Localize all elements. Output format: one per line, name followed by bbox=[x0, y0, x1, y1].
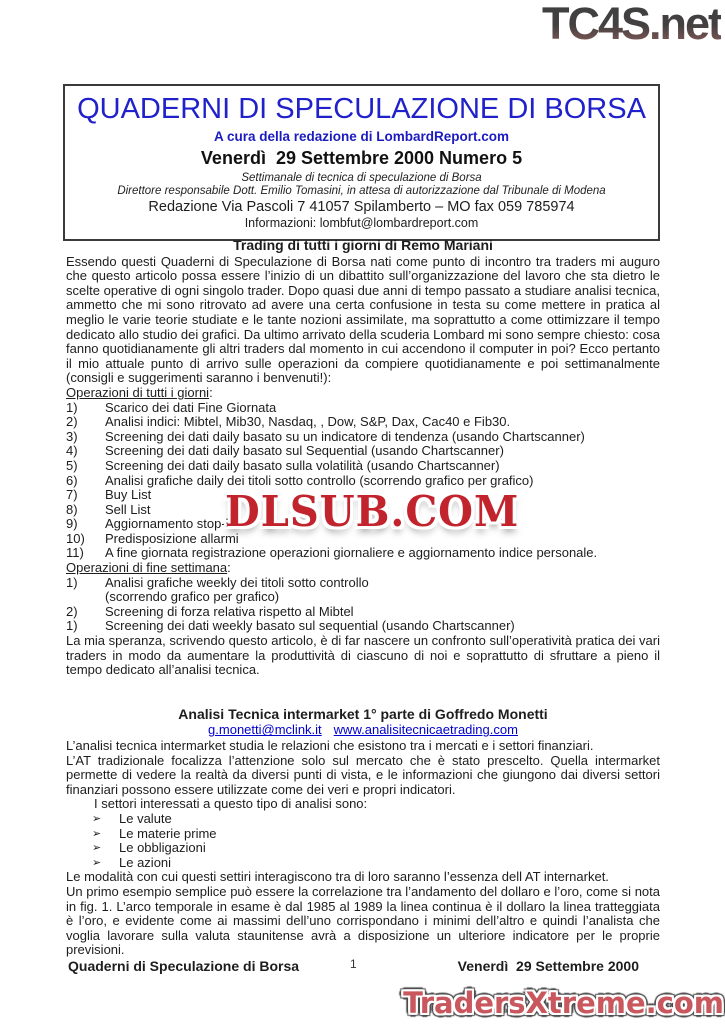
newsletter-title: QUADERNI DI SPECULAZIONE DI BORSA bbox=[77, 93, 646, 125]
list-item-number: 1) bbox=[66, 574, 78, 590]
list-item-number: 5) bbox=[66, 457, 78, 473]
sectors-intro-line: I settori interessati a questo tipo di analisi sono: bbox=[94, 796, 368, 812]
tradersxtreme-logo: TradersXtreme.com bbox=[403, 986, 724, 1020]
list-item bbox=[66, 474, 660, 489]
bullet-label: Le obbligazioni bbox=[119, 840, 206, 856]
list-item-number: 11) bbox=[66, 545, 84, 561]
arrow-bullet-icon: ➢ bbox=[92, 812, 102, 825]
bullet-item bbox=[66, 856, 660, 871]
list-item bbox=[66, 546, 660, 561]
list-item-text: Screening dei dati daily basato sul Sequential (usando Chartscanner) bbox=[105, 443, 504, 459]
article1-intro-paragraph: Essendo questi Quaderni di Speculazione di Borsa nati come punto di incontro tra traders mi auguro che questo articolo possa essere l’inizio di un dibattito sull’organizzazione del lavoro che sta dietro le scelte operative di ogni singolo trader. Dopo quasi due anni di tempo passato a studiare analisi tecnica, ammetto che mi sono ritrovato ad avere una certa confusione in testa su come mettere in pratica al meglio le varie teorie studiate e le tante nozioni assimilate, ma soprattutto a come ottimizzare il tempo dedicato allo studio dei grafici. Da ultimo arrivato della scuderia Lombard mi sono sempre chiesto: cosa fanno quotidianamente gli altri traders dal momento in cui accendono il computer in poi? Ecco pertanto il mio attuale punto di arrivo sulle operazioni da compiere quotidianamente e poi settimanalmente (consigli e suggerimenti saranno i benvenuti!): bbox=[66, 253, 660, 386]
list-item-text: Scarico dei dati Fine Giornata bbox=[105, 399, 277, 415]
info-email-line: Informazioni: lombfut@lombardreport.com bbox=[244, 216, 479, 230]
list-item-text: Analisi grafiche daily dei titoli sotto controllo (scorrendo grafico per grafico) bbox=[105, 472, 534, 488]
list-item-number: 8) bbox=[66, 501, 78, 517]
list-item-number: 9) bbox=[66, 516, 78, 532]
list-item-text: Analisi indici: Mibtel, Mib30, Nasdaq, , Dow, S&P, Dax, Cac40 e Fib30. bbox=[105, 414, 511, 430]
list-item-text: Analisi grafiche weekly dei titoli sotto controllo bbox=[105, 574, 369, 590]
issue-date-line: Venerdì 29 Settembre 2000 Numero 5 bbox=[200, 148, 523, 168]
article2-heading: Analisi Tecnica intermarket 1° parte di Goffredo Monetti bbox=[178, 705, 548, 722]
newsletter-subtitle: A cura della redazione di LombardReport.com bbox=[213, 129, 510, 144]
list-item-number: 2) bbox=[66, 414, 78, 430]
list-item-number: 4) bbox=[66, 443, 78, 459]
list-item bbox=[66, 444, 660, 459]
arrow-bullet-icon: ➢ bbox=[92, 842, 102, 855]
article2-paragraph-4: Un primo esempio semplice può essere la correlazione tra l’andamento del dollaro e l’oro, come si nota in fig. 1. L’arco temporale in esame è dal 1985 al 1989 la linea continua è il dollaro la linea tratteggiata è l’oro, e evidente come ai massimi dell’uno corrispondano i minimi dell’altro e quindi l’analista che voglia lavorare sulla valuta staunitense avrà a disposizione un ulteriore indicatore per le proprie previsioni. bbox=[66, 883, 660, 958]
list-item-text: Aggiornamento stop-loss bbox=[105, 516, 249, 532]
article1-closing-paragraph: La mia speranza, scrivendo questo articolo, è di far nascere un confronto sull’operatività pratica dei vari traders in modo da aumentare la produttività di ciascuno di noi e soprattutto di sfruttare a pieno il tempo dedicato all’analisi tecnica. bbox=[66, 633, 660, 678]
bullet-label: Le valute bbox=[119, 810, 172, 826]
article2-paragraph-1: L’analisi tecnica intermarket studia le relazioni che esistono tra i mercati e i settori finanziari. bbox=[66, 738, 594, 753]
article2-links bbox=[66, 723, 660, 738]
list-item bbox=[66, 576, 660, 591]
list-item-text: Sell List bbox=[105, 501, 151, 517]
list-item-text: Screening dei dati daily basato su un indicatore di tendenza (usando Chartscanner) bbox=[105, 428, 585, 444]
masthead-box bbox=[63, 84, 660, 241]
footer-date: Venerdì 29 Settembre 2000 bbox=[457, 958, 639, 974]
arrow-bullet-icon: ➢ bbox=[92, 827, 102, 840]
list-item-text: Buy List bbox=[105, 487, 152, 503]
list-item-text: A fine giornata registrazione operazioni giornaliere e aggiornamento indice personale. bbox=[105, 545, 598, 561]
list-item-number: 1) bbox=[66, 618, 78, 634]
daily-operations-label: Operazioni di tutti i giorni: bbox=[66, 384, 213, 400]
list-item-number: 7) bbox=[66, 487, 78, 503]
bullet-label: Le materie prime bbox=[119, 825, 217, 841]
arrow-bullet-icon: ➢ bbox=[92, 856, 102, 869]
list-item-number: 3) bbox=[66, 428, 78, 444]
page-number: 1 bbox=[350, 957, 357, 971]
list-item bbox=[66, 430, 660, 445]
article2-paragraph-3: Le modalità con cui questi settiri interagiscono tra di loro saranno l’essenza dell AT internarket. bbox=[66, 869, 609, 885]
list-item bbox=[66, 619, 660, 634]
article2-paragraph-2: L’AT tradizionale focalizza l’attenzione solo sul mercato che è stato prescelto. Quella intermarket permette di vedere la realtà da diversi punti di vista, e le informazioni che giungono dai diversi settori finanziari possono essere utilizzate come dei veri e propri indicatori. bbox=[66, 752, 660, 797]
list-item-text: Predisposizione allarmi bbox=[105, 530, 239, 546]
list-item-text: Screening di forza relativa rispetto al Mibtel bbox=[105, 603, 354, 619]
list-item-number: 6) bbox=[66, 472, 78, 488]
list-item-text: Screening dei dati daily basato sulla volatilità (usando Chartscanner) bbox=[105, 457, 500, 473]
list-item bbox=[66, 605, 660, 620]
bullet-item bbox=[66, 827, 660, 842]
article1-heading: Trading di tutti i giorni di Remo Mariani bbox=[233, 237, 493, 253]
author-email-link[interactable]: g.monetti@mclink.it bbox=[208, 722, 322, 738]
article-column bbox=[66, 238, 660, 958]
footer-newsletter-name: Quaderni di Speculazione di Borsa bbox=[68, 958, 300, 974]
list-item bbox=[66, 415, 660, 430]
list-item-text: Screening dei dati weekly basato sul sequential (usando Chartscanner) bbox=[105, 618, 515, 634]
weekly-operations-label: Operazioni di fine settimana: bbox=[66, 560, 231, 576]
list-item-continuation: (scorrendo grafico per grafico) bbox=[105, 589, 280, 605]
list-item-number: 10) bbox=[66, 530, 85, 546]
bullet-label: Le azioni bbox=[119, 854, 172, 870]
list-item bbox=[66, 401, 660, 416]
article2-section bbox=[66, 707, 660, 958]
tagline: Settimanale di tecnica di speculazione di Borsa bbox=[241, 172, 482, 184]
list-item-number: 2) bbox=[66, 603, 78, 619]
tc4s-logo: TC4S.net bbox=[541, 0, 721, 49]
bullet-item bbox=[66, 841, 660, 856]
list-item-number: 1) bbox=[66, 399, 78, 415]
author-website-link[interactable]: www.analisitecnicaetrading.com bbox=[333, 722, 518, 738]
bullet-item bbox=[66, 812, 660, 827]
director-line: Direttore responsabile Dott. Emilio Tomasini, in attesa di autorizzazione dal Tribunale di Modena bbox=[117, 185, 606, 197]
address-line: Redazione Via Pascoli 7 41057 Spilamberto – MO fax 059 785974 bbox=[148, 199, 575, 215]
list-item bbox=[66, 459, 660, 474]
dlsub-watermark-logo: DLSUB.COM bbox=[225, 487, 520, 537]
